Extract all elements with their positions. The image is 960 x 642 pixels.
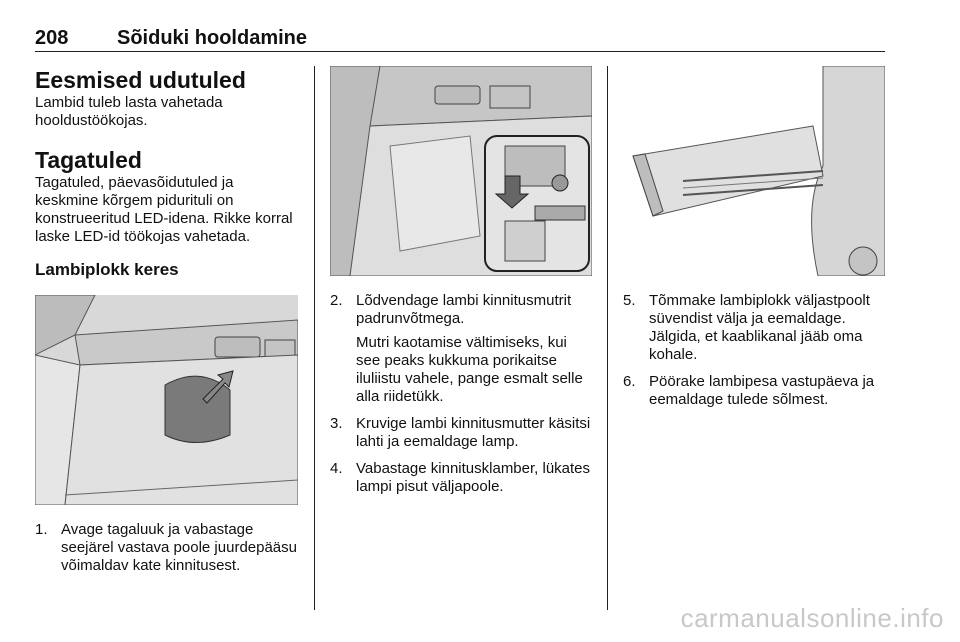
figure-lamp-removal — [623, 66, 885, 276]
list-item-step: 2. Lõdvendage lambi kinnitusmutrit padrunvõtmega. Mutri kaotamise vältimiseks, kui see peaks kukkuma porikaitse iluliistu vahele, pange esmalt selle alla riidetükk. — [330, 292, 583, 405]
watermark: carmanualsonline.info — [680, 603, 944, 633]
heading-tail-lights: Tagatuled — [35, 147, 142, 173]
heading-front-fog: Eesmised udutuled — [35, 67, 246, 93]
page-title: Sõiduki hooldamine — [117, 27, 308, 49]
column-left — [35, 66, 300, 584]
figure-trunk-cover — [35, 295, 298, 505]
column-middle — [330, 66, 592, 505]
heading-lamp-unit: Lambiplokk keres — [35, 260, 179, 279]
page-header — [35, 27, 885, 52]
column-divider — [314, 66, 315, 610]
list-item-step: 6. Pöörake lambipesa vastupäeva ja eemaldage tulede sõlmest. — [623, 373, 875, 408]
list-item-step: 5. Tõmmake lambiplokk väljastpoolt süvendist välja ja eemaldage. Jälgida, et kaablikanal jääb oma kohale. — [623, 292, 870, 363]
figure-lamp-nut — [330, 66, 592, 276]
list-item-step: 1. Avage tagaluuk ja vabastage seejärel vastava poole juurdepääsu võimaldav kate kinnitusest. — [35, 521, 297, 574]
page-number: 208 — [35, 27, 69, 49]
list-item-step: 4. Vabastage kinnitusklamber, lükates lampi pisut väljapoole. — [330, 460, 591, 495]
front-fog-text: Lambid tuleb lasta vahetada hooldustöökojas. — [35, 94, 223, 129]
column-divider — [607, 66, 608, 610]
column-right — [623, 66, 885, 418]
tail-lights-text: Tagatuled, päevasõidutuled ja keskmine kõrgem piduritulі on konstrueeritud LED-idena. Rikke korral laske LED-id töökojas vahetada. — [35, 174, 293, 245]
list-item-step: 3. Kruvige lambi kinnitusmutter käsitsi lahti ja eemaldage lamp. — [330, 415, 591, 450]
